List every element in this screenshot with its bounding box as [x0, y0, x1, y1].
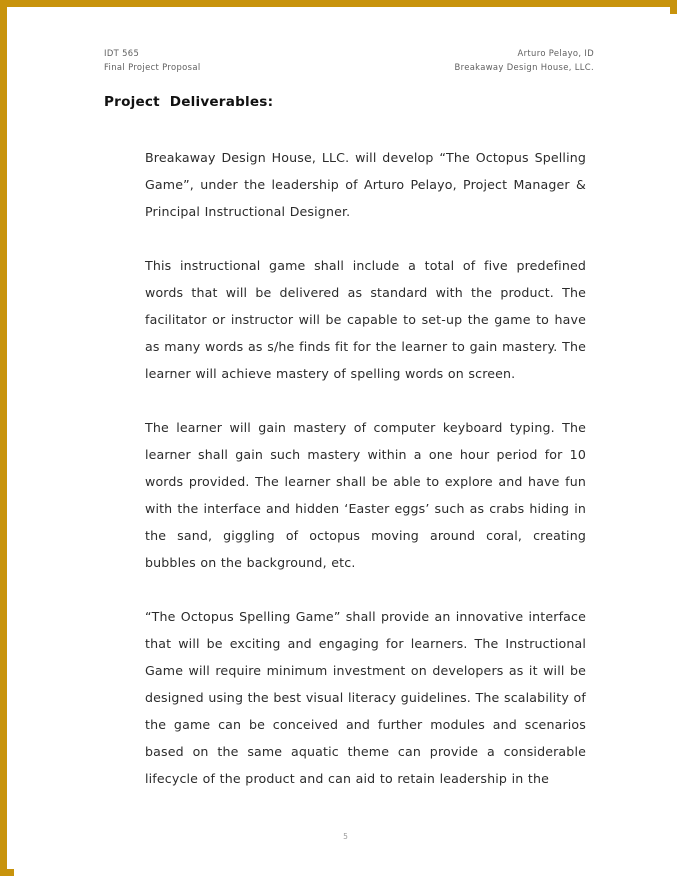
- running-header: [104, 47, 594, 74]
- header-document-type: Final Project Proposal: [104, 61, 201, 72]
- body-paragraph: “The Octopus Spelling Game” shall provide an innovative interface that will be exciting and engaging for learners. The Instructional Game will require minimum investment on developers as it will be designed using the best visual literacy guidelines. The scalability of the game can be conceived and further modules and scenarios based on the same aquatic theme can provide a considerable lifecycle of the product and can aid to retain leadership in the: [145, 609, 586, 786]
- header-left-block: [104, 47, 201, 74]
- header-course-code: IDT 565: [104, 48, 140, 58]
- page-title: Project Deliverables:: [104, 94, 274, 110]
- document-page: [14, 14, 677, 876]
- body-paragraph: The learner will gain mastery of computer keyboard typing. The learner shall gain such mastery within a one hour period for 10 words provided. The learner shall be able to explore and have fun with the interface and hidden ‘Easter eggs’ such as crabs hiding in the sand, giggling of octopus moving around coral, creating bubbles on the background, etc.: [145, 420, 586, 570]
- page-number: 5: [343, 832, 348, 841]
- header-right-block: [454, 47, 594, 74]
- header-company-name: Breakaway Design House, LLC.: [454, 61, 594, 72]
- body-paragraph: This instructional game shall include a total of five predefined words that will be delivered as standard with the product. The facilitator or instructor will be capable to set-up the game to have as many words as s/he finds fit for the learner to gain mastery. The learner will achieve mastery of spelling words on screen.: [145, 258, 586, 381]
- body-paragraph: Breakaway Design House, LLC. will develop “The Octopus Spelling Game”, under the leadership of Arturo Pelayo, Project Manager & Principal Instructional Designer.: [145, 150, 586, 219]
- document-body: [145, 144, 586, 792]
- header-author-name: Arturo Pelayo, ID: [517, 48, 594, 58]
